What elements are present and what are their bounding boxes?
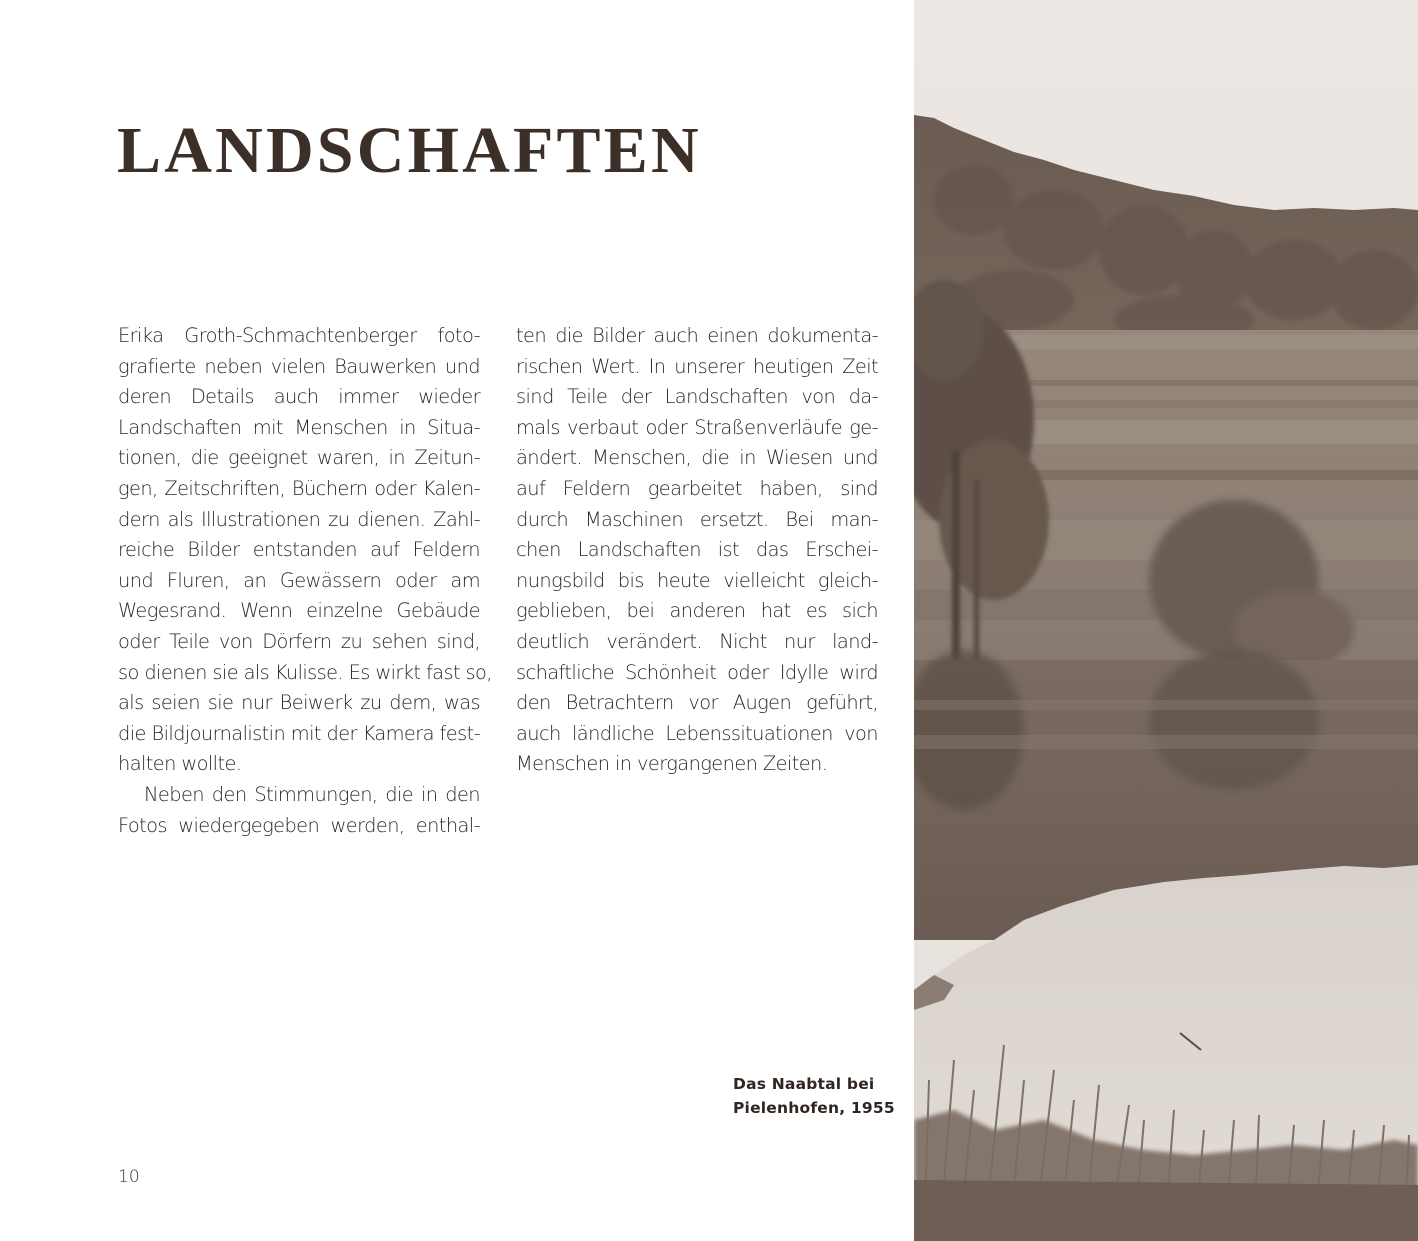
text-line: Erika Groth-Schmachtenberger foto- (118, 324, 480, 347)
landscape-photo-image (914, 0, 1418, 1241)
text-line: so dienen sie als Kulisse. Es wirkt fast so, (118, 660, 492, 684)
text-line: halten wollte. (118, 752, 242, 776)
text-line: Landschaften mit Menschen in Situa- (118, 415, 480, 439)
text-line: durch Maschinen ersetzt. Bei man- (516, 507, 878, 531)
caption-line-2: Pielenhofen, 1955 (733, 1099, 895, 1117)
landscape-photo (914, 0, 1418, 1241)
text-line: deutlich verändert. Nicht nur land- (516, 629, 878, 653)
text-line-paragraph-start: Neben den Stimmungen, die in den (144, 782, 480, 806)
text-line: auf Feldern gearbeitet haben, sind (516, 476, 878, 500)
text-line: deren Details auch immer wieder (118, 385, 480, 409)
text-line: schaftliche Schönheit oder Idylle wird (516, 660, 878, 684)
body-column-left (118, 321, 492, 841)
text-line: geblieben, bei anderen hat es sich (516, 599, 878, 623)
text-line: gen, Zeitschriften, Büchern oder Kalen- (118, 476, 480, 500)
text-line: nungsbild bis heute vielleicht gleich- (516, 568, 878, 592)
text-line: mals verbaut oder Straßenverläufe ge- (516, 415, 878, 439)
text-line: als seien sie nur Beiwerk zu dem, was (118, 691, 480, 715)
text-line: ten die Bilder auch einen dokumenta- (516, 324, 878, 347)
caption-line-1: Das Naabtal bei (733, 1075, 875, 1093)
text-line: rischen Wert. In unserer heutigen Zeit (516, 354, 878, 378)
text-line: grafierte neben vielen Bauwerken und (118, 354, 480, 378)
text-line: ändert. Menschen, die in Wiesen und (516, 446, 878, 470)
text-line: und Fluren, an Gewässern oder am (118, 568, 480, 592)
page-number: 10 (118, 1167, 140, 1187)
text-line: Fotos wiedergegeben werden, enthal- (118, 813, 480, 837)
text-line: chen Landschaften ist das Erschei- (516, 538, 878, 562)
text-line: reiche Bilder entstanden auf Feldern (118, 538, 480, 562)
body-column-right (516, 321, 878, 780)
text-line: sind Teile der Landschaften von da- (516, 385, 878, 409)
text-line: Wegesrand. Wenn einzelne Gebäude (118, 599, 480, 623)
text-line: oder Teile von Dörfern zu sehen sind, (118, 629, 480, 653)
page-title: LANDSCHAFTEN (117, 114, 702, 187)
text-line: dern als Illustrationen zu dienen. Zahl- (118, 507, 480, 531)
text-line: tionen, die geeignet waren, in Zeitun- (118, 446, 480, 470)
text-line: Menschen in vergangenen Zeiten. (516, 752, 828, 776)
text-line: die Bildjournalistin mit der Kamera fest- (118, 721, 480, 745)
text-line: auch ländliche Lebenssituationen von (516, 721, 878, 745)
text-line: den Betrachtern vor Augen geführt, (516, 691, 878, 715)
photo-caption (733, 1072, 895, 1120)
